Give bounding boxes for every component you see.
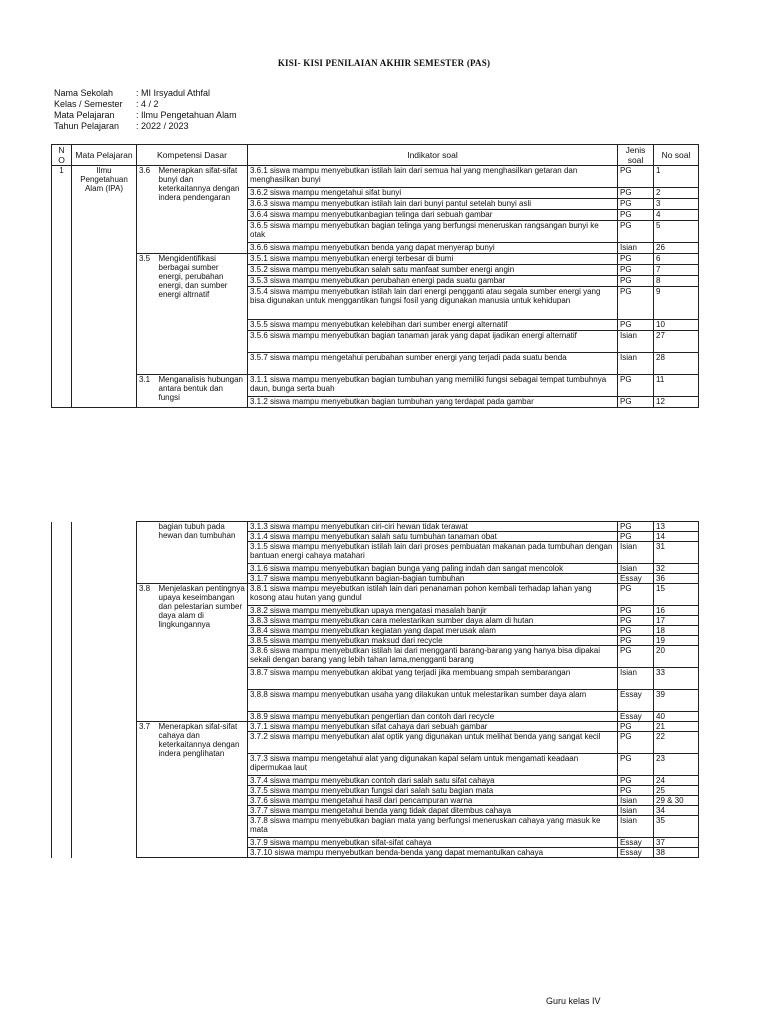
- kd-description: Mengidentifikasi berbagai sumber energi, perubahan energi, dan sumber energi altrnatif: [157, 254, 248, 375]
- indicator-text: 3.5.1 siswa mampu menyebutkan energi terbesar di bumi: [248, 254, 618, 265]
- school-info: [54, 88, 237, 132]
- info-value: : Ilmu Pengetahuan Alam: [136, 110, 237, 120]
- info-label: Mata Pelajaran: [54, 110, 115, 120]
- indicator-text: 3.7.7 siswa mampu mengetahui benda yang tidak dapat ditembus cahaya: [248, 806, 618, 816]
- indicator-text: 3.7.10 siswa mampu menyebutkan benda-benda yang dapat memantulkan cahaya: [248, 848, 618, 858]
- question-number: 24: [654, 776, 699, 786]
- question-number: 20: [654, 646, 699, 668]
- subject-cell: Ilmu Pengetahuan Alam (IPA): [72, 166, 137, 408]
- question-number: 14: [654, 532, 699, 542]
- question-number: 38: [654, 848, 699, 858]
- question-type: PG: [618, 320, 654, 331]
- question-number: 10: [654, 320, 699, 331]
- info-row: [54, 121, 237, 132]
- info-row: [54, 88, 237, 99]
- question-number: 26: [654, 243, 699, 254]
- kisi-table-page2: [51, 521, 699, 858]
- indicator-text: 3.7.6 siswa mampu mengetahui hasil dari pencampuran warna: [248, 796, 618, 806]
- info-label: Tahun Pelajaran: [54, 121, 120, 131]
- question-number: 33: [654, 668, 699, 690]
- indicator-text: 3.8.6 siswa mampu menyebutkan istilah lai dari mengganti barang-barang yang hanya bisa dipakai sekali dengan barang yang lebih tahan lama,mengganti barang: [248, 646, 618, 668]
- question-number: 6: [654, 254, 699, 265]
- indicator-text: 3.6.1 siswa mampu menyebutkan istilah lain dari semua hal yang menghasilkan getaran dan menghasilkan bunyi: [248, 166, 618, 188]
- indicator-text: 3.6.3 siswa mampu menyebutkan istilah lain dari bunyi pantul setelah bunyi asli: [248, 199, 618, 210]
- question-number: 7: [654, 265, 699, 276]
- table-row: [52, 722, 699, 732]
- question-number: 34: [654, 806, 699, 816]
- indicator-text: 3.7.1 siswa mampu menyebutkan sifat cahaya dari sebuah gambar: [248, 722, 618, 732]
- indicator-text: 3.8.5 siswa mampu menyebutkan maksud dari recycle: [248, 636, 618, 646]
- question-number: 23: [654, 754, 699, 776]
- header-jenis: Jenis soal: [618, 145, 654, 166]
- indicator-text: 3.6.4 siswa mampu menyebutkanbagian telinga dari sebuah gambar: [248, 210, 618, 221]
- question-number: 32: [654, 564, 699, 574]
- question-type: Isian: [618, 806, 654, 816]
- indicator-text: 3.7.3 siswa mampu mengetahui alat yang digunakan kapal selam untuk mengamati keadaan dipermukaa laut: [248, 754, 618, 776]
- question-number: 16: [654, 606, 699, 616]
- question-type: PG: [618, 188, 654, 199]
- question-type: PG: [618, 397, 654, 408]
- question-type: PG: [618, 210, 654, 221]
- question-type: Isian: [618, 243, 654, 254]
- info-row: [54, 99, 237, 110]
- question-type: Isian: [618, 668, 654, 690]
- question-number: 4: [654, 210, 699, 221]
- question-type: PG: [618, 626, 654, 636]
- question-type: PG: [618, 221, 654, 243]
- indicator-text: 3.1.1 siswa mampu menyebutkan bagian tumbuhan yang memiliki fungsi sebagai tempat tumbuhnya daun, bunga serta buah: [248, 375, 618, 397]
- question-type: PG: [618, 166, 654, 188]
- header-no: N O: [52, 145, 72, 166]
- question-number: 2: [654, 188, 699, 199]
- question-number: 29 & 30: [654, 796, 699, 806]
- info-value: : 4 / 2: [136, 99, 159, 109]
- question-type: Isian: [618, 816, 654, 838]
- indicator-text: 3.1.4 siswa mampu menyebutkan salah satu tumbuhan tanaman obat: [248, 532, 618, 542]
- kd-number: 3.8: [137, 584, 157, 722]
- question-type: PG: [618, 265, 654, 276]
- question-type: PG: [618, 722, 654, 732]
- table-row: [52, 584, 699, 606]
- question-type: PG: [618, 522, 654, 532]
- header-indikator: Indikator soal: [248, 145, 618, 166]
- indicator-text: 3.7.9 siswa mampu menyebutkan sifat-sifat cahaya: [248, 838, 618, 848]
- question-number: 17: [654, 616, 699, 626]
- indicator-text: 3.8.2 siswa mampu menyebutkan upaya mengatasi masalah banjir: [248, 606, 618, 616]
- question-number: 25: [654, 786, 699, 796]
- info-value: : 2022 / 2023: [136, 121, 189, 131]
- question-type: PG: [618, 375, 654, 397]
- question-type: Essay: [618, 838, 654, 848]
- indicator-text: 3.5.2 siswa mampu menyebutkan salah satu manfaat sumber energi angin: [248, 265, 618, 276]
- info-row: [54, 110, 237, 121]
- kd-number: 3.7: [137, 722, 157, 858]
- question-type: PG: [618, 532, 654, 542]
- header-nosoal: No soal: [654, 145, 699, 166]
- question-number: 8: [654, 276, 699, 287]
- indicator-text: 3.7.2 siswa mampu menyebutkan alat optik yang digunakan untuk melihat benda yang sangat kecil: [248, 732, 618, 754]
- indicator-text: 3.1.5 siswa mampu menyebutkan istilah lain dari proses pembuatan makanan pada tumbuhan dengan bantuan energi cahaya matahari: [248, 542, 618, 564]
- teacher-signature-label: Guru kelas IV: [546, 996, 601, 1006]
- question-type: PG: [618, 584, 654, 606]
- info-label: Nama Sekolah: [54, 88, 114, 98]
- question-number: 12: [654, 397, 699, 408]
- header-kd: Kompetensi Dasar: [137, 145, 248, 166]
- question-number: 3: [654, 199, 699, 210]
- kd-description: Menerapkan sifat-sifat bunyi dan keterkaitannya dengan indera pendengaran: [157, 166, 248, 254]
- question-type: PG: [618, 786, 654, 796]
- question-type: Essay: [618, 690, 654, 712]
- question-type: Isian: [618, 542, 654, 564]
- question-type: PG: [618, 254, 654, 265]
- table-row: [52, 375, 699, 397]
- indicator-text: 3.5.6 siswa mampu menyebutkan bagian tanaman jarak yang dapat ijadikan energi alternatif: [248, 331, 618, 353]
- question-number: 9: [654, 287, 699, 320]
- question-number: 11: [654, 375, 699, 397]
- indicator-text: 3.7.4 siswa mampu menyebutkan contoh dari salah satu sifat cahaya: [248, 776, 618, 786]
- kd-description: Menjelaskan pentingnya upaya keseimbangan dan pelestarian sumber daya alam di lingkungannya: [157, 584, 248, 722]
- info-value: : MI Irsyadul Athfal: [136, 88, 211, 98]
- question-number: 13: [654, 522, 699, 532]
- kd-description: bagian tubuh pada hewan dan tumbuhan: [157, 522, 248, 584]
- question-number: 36: [654, 574, 699, 584]
- question-number: 5: [654, 221, 699, 243]
- subject-cell: [72, 522, 137, 858]
- question-number: 31: [654, 542, 699, 564]
- question-number: 27: [654, 331, 699, 353]
- question-type: Essay: [618, 574, 654, 584]
- indicator-text: 3.5.4 siswa mampu menyebutkan istilah lain dari energi pengganti atau segala sumber energi yang bisa digunakan untuk menggantikan fungsi fosil yang digunakan manusia untuk kehidupan: [248, 287, 618, 320]
- kd-number: 3.5: [137, 254, 157, 375]
- question-type: PG: [618, 754, 654, 776]
- question-type: Essay: [618, 712, 654, 722]
- indicator-text: 3.1.6 siswa mampu menyebutkan bagian bunga yang paling indah dan sangat mencolok: [248, 564, 618, 574]
- question-number: 19: [654, 636, 699, 646]
- indicator-text: 3.5.7 siswa mampu mengetahui perubahan sumber energi yang terjadi pada suatu benda: [248, 353, 618, 375]
- indicator-text: 3.5.5 siswa mampu menyebutkan kelebihan dari sumber energi alternatif: [248, 320, 618, 331]
- question-type: PG: [618, 636, 654, 646]
- kd-number: 3.6: [137, 166, 157, 254]
- question-number: 15: [654, 584, 699, 606]
- kd-description: Menerapkan sifat-sifat cahaya dan keterkaitannya dengan indera penglihatan: [157, 722, 248, 858]
- indicator-text: 3.6.6 siswa mampu menyebutkan benda yang dapat menyerap bunyi: [248, 243, 618, 254]
- question-type: Isian: [618, 353, 654, 375]
- indicator-text: 3.1.7 siswa mampu menyebutkann bagian-bagian tumbuhan: [248, 574, 618, 584]
- indicator-text: 3.7.5 siswa mampu menyebutkan fungsi dari salah satu bagian mata: [248, 786, 618, 796]
- table-row: [52, 254, 699, 265]
- indicator-text: 3.8.1 siswa mampu meyebutkan istilah lain dari penanaman pohon kembali terhadap lahan yang kosong atau hutan yang gundul: [248, 584, 618, 606]
- document-title: KISI- KISI PENILAIAN AKHIR SEMESTER (PAS): [277, 58, 491, 68]
- question-number: 22: [654, 732, 699, 754]
- indicator-text: 3.6.5 siswa mampu menyebutkan bagian telinga yang berfungsi meneruskan rangsangan bunyi ke otak: [248, 221, 618, 243]
- header-mapel: Mata Pelajaran: [72, 145, 137, 166]
- table-row: [52, 166, 699, 188]
- indicator-text: 3.8.7 siswa mampu menyebutkan akibat yang terjadi jika membuang smpah sembarangan: [248, 668, 618, 690]
- indicator-text: 3.7.8 siswa mampu menyebutkan bagian mata yang berfungsi meneruskan cahaya yang masuk ke mata: [248, 816, 618, 838]
- info-label: Kelas / Semester: [54, 99, 123, 109]
- indicator-text: 3.8.8 siswa mampu menyebutkan usaha yang dilakukan untuk melestarikan sumber daya alam: [248, 690, 618, 712]
- question-number: 21: [654, 722, 699, 732]
- question-number: 39: [654, 690, 699, 712]
- indicator-text: 3.6.2 siswa mampu mengetahui sifat bunyi: [248, 188, 618, 199]
- question-type: PG: [618, 616, 654, 626]
- question-type: PG: [618, 646, 654, 668]
- question-type: Isian: [618, 564, 654, 574]
- indicator-text: 3.8.4 siswa mampu menyebutkan kegiatan yang dapat merusak alam: [248, 626, 618, 636]
- question-number: 35: [654, 816, 699, 838]
- question-type: PG: [618, 287, 654, 320]
- question-type: PG: [618, 199, 654, 210]
- question-type: Essay: [618, 848, 654, 858]
- question-number: 37: [654, 838, 699, 848]
- question-number: 1: [654, 166, 699, 188]
- question-type: PG: [618, 606, 654, 616]
- indicator-text: 3.5.3 siswa mampu menyebutkan perubahan energi pada suatu gambar: [248, 276, 618, 287]
- question-type: PG: [618, 276, 654, 287]
- question-type: PG: [618, 776, 654, 786]
- row-number: [52, 522, 72, 858]
- question-number: 28: [654, 353, 699, 375]
- question-type: PG: [618, 732, 654, 754]
- question-number: 18: [654, 626, 699, 636]
- kisi-table-page1: [51, 144, 699, 408]
- kd-number: [137, 522, 157, 584]
- indicator-text: 3.8.3 siswa mampu menyebutkan cara melestarikan sumber daya alam di hutan: [248, 616, 618, 626]
- indicator-text: 3.1.2 siswa mampu menyebutkan bagian tumbuhan yang terdapat pada gambar: [248, 397, 618, 408]
- indicator-text: 3.8.9 siswa mampu menyebutkan pengertian dan contoh dari recycle: [248, 712, 618, 722]
- question-type: Isian: [618, 796, 654, 806]
- row-number: 1: [52, 166, 72, 408]
- kd-number: 3.1: [137, 375, 157, 408]
- question-number: 40: [654, 712, 699, 722]
- question-type: Isian: [618, 331, 654, 353]
- kd-description: Menganalisis hubungan antara bentuk dan fungsi: [157, 375, 248, 408]
- indicator-text: 3.1.3 siswa mampu menyebutkan ciri-ciri hewan tidak terawat: [248, 522, 618, 532]
- table-row: [52, 522, 699, 532]
